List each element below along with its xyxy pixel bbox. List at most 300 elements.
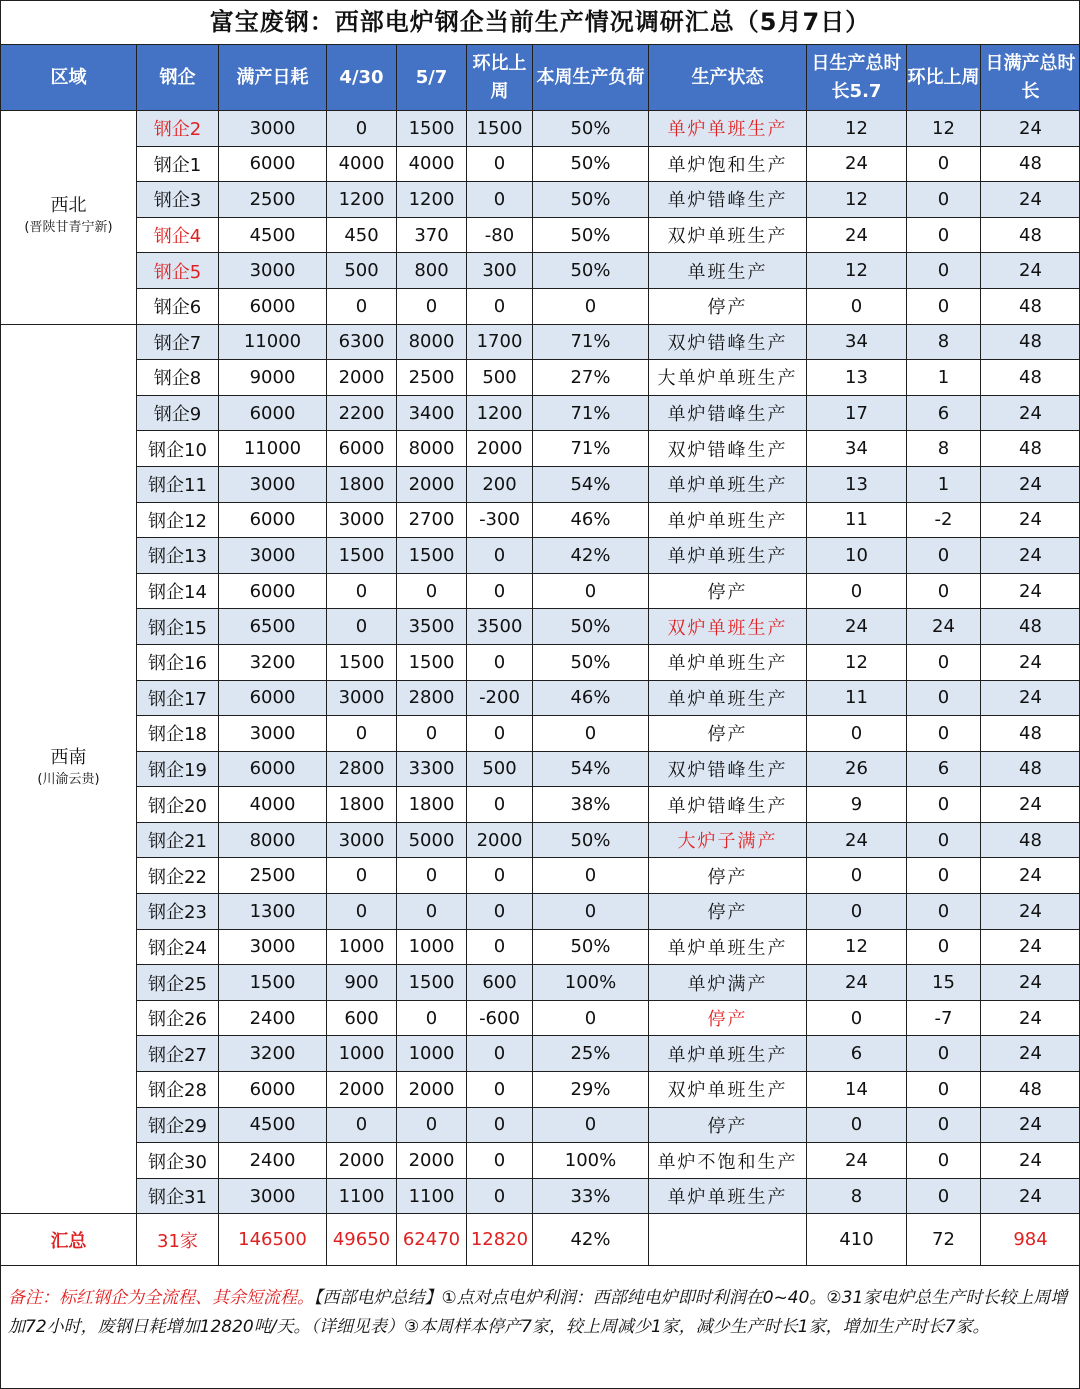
footnote — [0, 1284, 1078, 1342]
apr30-cell: 1000 — [327, 929, 397, 965]
apr30-cell: 450 — [327, 217, 397, 253]
apr30-cell: 2000 — [327, 1143, 397, 1179]
wow-cell: 1700 — [467, 324, 533, 360]
hours-cell: 24 — [807, 217, 907, 253]
table-row — [1, 431, 1080, 467]
load-cell: 100% — [533, 1143, 649, 1179]
status-cell: 单炉错峰生产 — [649, 787, 807, 823]
hours-wow-cell: 8 — [907, 324, 981, 360]
may7-cell: 0 — [397, 716, 467, 752]
header-load: 本周生产负荷 — [533, 45, 649, 111]
table-row — [1, 1000, 1080, 1036]
wow-cell: 0 — [467, 573, 533, 609]
table-row — [1, 929, 1080, 965]
table-row — [1, 573, 1080, 609]
hours-cell: 12 — [807, 929, 907, 965]
hours-wow-cell: 0 — [907, 716, 981, 752]
header-status: 生产状态 — [649, 45, 807, 111]
hours-cell: 0 — [807, 573, 907, 609]
load-cell: 0 — [533, 1107, 649, 1143]
load-cell: 54% — [533, 751, 649, 787]
capacity-cell: 8000 — [219, 822, 327, 858]
full-hours-cell: 48 — [981, 324, 1080, 360]
hours-wow-cell: 0 — [907, 1107, 981, 1143]
company-cell: 钢企6 — [137, 288, 219, 324]
load-cell: 50% — [533, 253, 649, 289]
load-cell: 100% — [533, 965, 649, 1001]
hours-cell: 0 — [807, 716, 907, 752]
status-cell: 双炉单班生产 — [649, 217, 807, 253]
capacity-cell: 9000 — [219, 360, 327, 396]
hours-wow-cell: 0 — [907, 253, 981, 289]
footnote-legend: 备注：标红钢企为全流程、其余短流程。 — [8, 1288, 314, 1308]
hours-wow-cell: 8 — [907, 431, 981, 467]
full-hours-cell: 48 — [981, 146, 1080, 182]
wow-cell: 2000 — [467, 431, 533, 467]
header-apr30: 4/30 — [327, 45, 397, 111]
load-cell: 71% — [533, 431, 649, 467]
table-row — [1, 858, 1080, 894]
may7-cell: 2800 — [397, 680, 467, 716]
hours-cell: 17 — [807, 395, 907, 431]
region-name: 西北 — [50, 195, 87, 217]
may7-cell: 8000 — [397, 431, 467, 467]
status-cell: 双炉错峰生产 — [649, 751, 807, 787]
full-hours-cell: 48 — [981, 1072, 1080, 1108]
capacity-cell: 6500 — [219, 609, 327, 645]
status-cell: 单炉不饱和生产 — [649, 1143, 807, 1179]
table-row — [1, 324, 1080, 360]
company-cell: 钢企31 — [137, 1178, 219, 1214]
capacity-cell: 6000 — [219, 680, 327, 716]
region-cell-northwest — [1, 111, 137, 325]
header-wow: 环比上周 — [467, 45, 533, 111]
status-cell: 单炉饱和生产 — [649, 146, 807, 182]
full-hours-cell: 48 — [981, 822, 1080, 858]
capacity-cell: 6000 — [219, 146, 327, 182]
status-cell: 单炉单班生产 — [649, 466, 807, 502]
may7-cell: 2000 — [397, 1143, 467, 1179]
apr30-cell: 2200 — [327, 395, 397, 431]
may7-cell: 2500 — [397, 360, 467, 396]
may7-cell: 0 — [397, 1107, 467, 1143]
capacity-cell: 3200 — [219, 644, 327, 680]
may7-cell: 1500 — [397, 538, 467, 574]
load-cell: 71% — [533, 395, 649, 431]
may7-cell: 2700 — [397, 502, 467, 538]
wow-cell: 1500 — [467, 111, 533, 147]
table-row — [1, 644, 1080, 680]
wow-cell: 300 — [467, 253, 533, 289]
footnote-summary: 【西部电炉总结】①点对点电炉利润：西部纯电炉即时利润在0~40。②31家电炉总生产时长较上周增加72小时，废钢日耗增加12820吨/天。（详细见表）③本周样本停产7家，较上周减少1家，减少生产时长1家，增加生产时长7家。 — [8, 1288, 1068, 1337]
total-label: 汇总 — [1, 1214, 137, 1266]
status-cell: 停产 — [649, 1107, 807, 1143]
may7-cell: 1000 — [397, 1036, 467, 1072]
table-row — [1, 217, 1080, 253]
region-cell-southwest — [1, 324, 137, 1214]
company-cell: 钢企4 — [137, 217, 219, 253]
hours-wow-cell: 24 — [907, 609, 981, 645]
status-cell: 双炉错峰生产 — [649, 324, 807, 360]
full-hours-cell: 24 — [981, 573, 1080, 609]
apr30-cell: 0 — [327, 609, 397, 645]
status-cell: 单炉单班生产 — [649, 644, 807, 680]
apr30-cell: 1500 — [327, 538, 397, 574]
company-cell: 钢企5 — [137, 253, 219, 289]
hours-cell: 13 — [807, 466, 907, 502]
company-cell: 钢企27 — [137, 1036, 219, 1072]
load-cell: 50% — [533, 217, 649, 253]
capacity-cell: 1500 — [219, 965, 327, 1001]
may7-cell: 3400 — [397, 395, 467, 431]
may7-cell: 0 — [397, 288, 467, 324]
table-row — [1, 787, 1080, 823]
may7-cell: 1000 — [397, 929, 467, 965]
capacity-cell: 3000 — [219, 929, 327, 965]
hours-wow-cell: 0 — [907, 1072, 981, 1108]
wow-cell: 0 — [467, 894, 533, 930]
hours-wow-cell: 1 — [907, 466, 981, 502]
capacity-cell: 4500 — [219, 217, 327, 253]
hours-cell: 0 — [807, 288, 907, 324]
apr30-cell: 1200 — [327, 182, 397, 218]
apr30-cell: 2000 — [327, 360, 397, 396]
apr30-cell: 900 — [327, 965, 397, 1001]
company-cell: 钢企29 — [137, 1107, 219, 1143]
apr30-cell: 0 — [327, 288, 397, 324]
hours-wow-cell: 0 — [907, 1036, 981, 1072]
full-hours-cell: 24 — [981, 787, 1080, 823]
full-hours-cell: 48 — [981, 288, 1080, 324]
company-cell: 钢企3 — [137, 182, 219, 218]
company-cell: 钢企17 — [137, 680, 219, 716]
hours-wow-cell: 15 — [907, 965, 981, 1001]
company-cell: 钢企11 — [137, 466, 219, 502]
total-apr30: 49650 — [327, 1214, 397, 1266]
table-row — [1, 894, 1080, 930]
table-row — [1, 1036, 1080, 1072]
full-hours-cell: 24 — [981, 1036, 1080, 1072]
apr30-cell: 0 — [327, 716, 397, 752]
capacity-cell: 3000 — [219, 253, 327, 289]
company-cell: 钢企30 — [137, 1143, 219, 1179]
company-cell: 钢企20 — [137, 787, 219, 823]
full-hours-cell: 48 — [981, 751, 1080, 787]
load-cell: 46% — [533, 680, 649, 716]
table-row — [1, 111, 1080, 147]
may7-cell: 0 — [397, 1000, 467, 1036]
total-load: 42% — [533, 1214, 649, 1266]
may7-cell: 2000 — [397, 466, 467, 502]
header-region: 区域 — [1, 45, 137, 111]
hours-wow-cell: 0 — [907, 573, 981, 609]
hours-wow-cell: 0 — [907, 538, 981, 574]
hours-wow-cell: 0 — [907, 217, 981, 253]
may7-cell: 3300 — [397, 751, 467, 787]
table-row — [1, 360, 1080, 396]
total-status — [649, 1214, 807, 1266]
hours-cell: 26 — [807, 751, 907, 787]
load-cell: 42% — [533, 538, 649, 574]
header-full-capacity: 满产日耗 — [219, 45, 327, 111]
total-may7: 62470 — [397, 1214, 467, 1266]
status-cell: 大单炉单班生产 — [649, 360, 807, 396]
apr30-cell: 6300 — [327, 324, 397, 360]
table-row — [1, 182, 1080, 218]
capacity-cell: 4000 — [219, 787, 327, 823]
hours-cell: 9 — [807, 787, 907, 823]
capacity-cell: 3000 — [219, 1178, 327, 1214]
hours-wow-cell: 1 — [907, 360, 981, 396]
hours-wow-cell: 0 — [907, 894, 981, 930]
apr30-cell: 0 — [327, 858, 397, 894]
capacity-cell: 2400 — [219, 1143, 327, 1179]
total-wow: 12820 — [467, 1214, 533, 1266]
wow-cell: 0 — [467, 1036, 533, 1072]
may7-cell: 1500 — [397, 965, 467, 1001]
status-cell: 单炉单班生产 — [649, 1178, 807, 1214]
full-hours-cell: 48 — [981, 609, 1080, 645]
wow-cell: -200 — [467, 680, 533, 716]
wow-cell: 0 — [467, 858, 533, 894]
apr30-cell: 600 — [327, 1000, 397, 1036]
company-cell: 钢企24 — [137, 929, 219, 965]
wow-cell: 0 — [467, 644, 533, 680]
total-hours-wow: 72 — [907, 1214, 981, 1266]
hours-cell: 6 — [807, 1036, 907, 1072]
table-row — [1, 502, 1080, 538]
company-cell: 钢企7 — [137, 324, 219, 360]
hours-wow-cell: -2 — [907, 502, 981, 538]
page-title: 富宝废钢：西部电炉钢企当前生产情况调研汇总（5月7日） — [209, 8, 871, 36]
apr30-cell: 3000 — [327, 502, 397, 538]
wow-cell: 3500 — [467, 609, 533, 645]
apr30-cell: 0 — [327, 573, 397, 609]
may7-cell: 1800 — [397, 787, 467, 823]
status-cell: 大炉子满产 — [649, 822, 807, 858]
capacity-cell: 6000 — [219, 288, 327, 324]
hours-wow-cell: 0 — [907, 858, 981, 894]
hours-cell: 24 — [807, 609, 907, 645]
full-hours-cell: 24 — [981, 111, 1080, 147]
table-row — [1, 1143, 1080, 1179]
full-hours-cell: 24 — [981, 1000, 1080, 1036]
status-cell: 单炉单班生产 — [649, 502, 807, 538]
full-hours-cell: 24 — [981, 253, 1080, 289]
may7-cell: 800 — [397, 253, 467, 289]
capacity-cell: 6000 — [219, 751, 327, 787]
load-cell: 50% — [533, 929, 649, 965]
may7-cell: 1100 — [397, 1178, 467, 1214]
load-cell: 0 — [533, 716, 649, 752]
company-cell: 钢企8 — [137, 360, 219, 396]
full-hours-cell: 24 — [981, 894, 1080, 930]
apr30-cell: 1100 — [327, 1178, 397, 1214]
apr30-cell: 3000 — [327, 680, 397, 716]
wow-cell: 0 — [467, 716, 533, 752]
apr30-cell: 1800 — [327, 787, 397, 823]
company-cell: 钢企16 — [137, 644, 219, 680]
full-hours-cell: 24 — [981, 644, 1080, 680]
load-cell: 0 — [533, 288, 649, 324]
full-hours-cell: 24 — [981, 538, 1080, 574]
table-row — [1, 716, 1080, 752]
capacity-cell: 4500 — [219, 1107, 327, 1143]
may7-cell: 0 — [397, 894, 467, 930]
wow-cell: 0 — [467, 538, 533, 574]
hours-wow-cell: 0 — [907, 146, 981, 182]
status-cell: 单炉错峰生产 — [649, 395, 807, 431]
header-full-hours: 日满产总时长 — [981, 45, 1080, 111]
company-cell: 钢企9 — [137, 395, 219, 431]
full-hours-cell: 24 — [981, 965, 1080, 1001]
header-daily-hours: 日生产总时长5.7 — [807, 45, 907, 111]
header-company: 钢企 — [137, 45, 219, 111]
apr30-cell: 0 — [327, 894, 397, 930]
load-cell: 25% — [533, 1036, 649, 1072]
wow-cell: -300 — [467, 502, 533, 538]
status-cell: 单炉单班生产 — [649, 680, 807, 716]
hours-cell: 8 — [807, 1178, 907, 1214]
full-hours-cell: 24 — [981, 1178, 1080, 1214]
wow-cell: 0 — [467, 929, 533, 965]
header-hours-wow: 环比上周 — [907, 45, 981, 111]
full-hours-cell: 24 — [981, 395, 1080, 431]
wow-cell: 0 — [467, 182, 533, 218]
wow-cell: 0 — [467, 288, 533, 324]
hours-wow-cell: 12 — [907, 111, 981, 147]
status-cell: 双炉单班生产 — [649, 1072, 807, 1108]
hours-wow-cell: 0 — [907, 1143, 981, 1179]
capacity-cell: 2400 — [219, 1000, 327, 1036]
total-count: 31家 — [137, 1214, 219, 1266]
hours-cell: 24 — [807, 1143, 907, 1179]
wow-cell: 0 — [467, 1143, 533, 1179]
may7-cell: 3500 — [397, 609, 467, 645]
company-cell: 钢企14 — [137, 573, 219, 609]
company-cell: 钢企19 — [137, 751, 219, 787]
status-cell: 单炉单班生产 — [649, 929, 807, 965]
hours-wow-cell: 0 — [907, 644, 981, 680]
full-hours-cell: 24 — [981, 858, 1080, 894]
hours-cell: 12 — [807, 111, 907, 147]
table-row — [1, 146, 1080, 182]
status-cell: 单炉单班生产 — [649, 111, 807, 147]
table-row — [1, 1178, 1080, 1214]
region-provinces: (晋陕甘青宁新) — [24, 220, 113, 236]
wow-cell: -80 — [467, 217, 533, 253]
load-cell: 46% — [533, 502, 649, 538]
may7-cell: 1200 — [397, 182, 467, 218]
total-full-hours: 984 — [981, 1214, 1080, 1266]
apr30-cell: 2000 — [327, 1072, 397, 1108]
apr30-cell: 4000 — [327, 146, 397, 182]
hours-wow-cell: 0 — [907, 1178, 981, 1214]
load-cell: 0 — [533, 894, 649, 930]
region-name: 西南 — [50, 746, 87, 768]
hours-cell: 0 — [807, 1107, 907, 1143]
may7-cell: 4000 — [397, 146, 467, 182]
status-cell: 停产 — [649, 573, 807, 609]
table-row — [1, 288, 1080, 324]
hours-cell: 12 — [807, 644, 907, 680]
apr30-cell: 1800 — [327, 466, 397, 502]
hours-wow-cell: 0 — [907, 288, 981, 324]
load-cell: 50% — [533, 609, 649, 645]
capacity-cell: 6000 — [219, 1072, 327, 1108]
capacity-cell: 3200 — [219, 1036, 327, 1072]
status-cell: 停产 — [649, 288, 807, 324]
apr30-cell: 0 — [327, 111, 397, 147]
hours-cell: 14 — [807, 1072, 907, 1108]
may7-cell: 2000 — [397, 1072, 467, 1108]
load-cell: 0 — [533, 1000, 649, 1036]
hours-wow-cell: 0 — [907, 929, 981, 965]
may7-cell: 0 — [397, 573, 467, 609]
load-cell: 0 — [533, 573, 649, 609]
may7-cell: 370 — [397, 217, 467, 253]
hours-cell: 24 — [807, 965, 907, 1001]
load-cell: 27% — [533, 360, 649, 396]
capacity-cell: 1300 — [219, 894, 327, 930]
full-hours-cell: 48 — [981, 217, 1080, 253]
hours-cell: 11 — [807, 502, 907, 538]
apr30-cell: 1000 — [327, 1036, 397, 1072]
capacity-cell: 3000 — [219, 466, 327, 502]
load-cell: 50% — [533, 822, 649, 858]
may7-cell: 5000 — [397, 822, 467, 858]
wow-cell: 2000 — [467, 822, 533, 858]
load-cell: 29% — [533, 1072, 649, 1108]
hours-cell: 0 — [807, 1000, 907, 1036]
company-cell: 钢企1 — [137, 146, 219, 182]
full-hours-cell: 24 — [981, 1107, 1080, 1143]
company-cell: 钢企23 — [137, 894, 219, 930]
total-capacity: 146500 — [219, 1214, 327, 1266]
wow-cell: 500 — [467, 751, 533, 787]
company-cell: 钢企13 — [137, 538, 219, 574]
hours-wow-cell: 0 — [907, 680, 981, 716]
load-cell: 54% — [533, 466, 649, 502]
load-cell: 50% — [533, 644, 649, 680]
full-hours-cell: 24 — [981, 502, 1080, 538]
table-row — [1, 1107, 1080, 1143]
capacity-cell: 6000 — [219, 395, 327, 431]
load-cell: 50% — [533, 146, 649, 182]
wow-cell: 0 — [467, 787, 533, 823]
status-cell: 停产 — [649, 716, 807, 752]
may7-cell: 0 — [397, 858, 467, 894]
header-may7: 5/7 — [397, 45, 467, 111]
wow-cell: 200 — [467, 466, 533, 502]
apr30-cell: 3000 — [327, 822, 397, 858]
table-row — [1, 466, 1080, 502]
company-cell: 钢企21 — [137, 822, 219, 858]
hours-cell: 12 — [807, 182, 907, 218]
may7-cell: 1500 — [397, 111, 467, 147]
status-cell: 停产 — [649, 1000, 807, 1036]
company-cell: 钢企25 — [137, 965, 219, 1001]
capacity-cell: 3000 — [219, 538, 327, 574]
hours-cell: 24 — [807, 822, 907, 858]
capacity-cell: 6000 — [219, 573, 327, 609]
status-cell: 双炉单班生产 — [649, 609, 807, 645]
status-cell: 单炉单班生产 — [649, 1036, 807, 1072]
full-hours-cell: 24 — [981, 1143, 1080, 1179]
hours-cell: 34 — [807, 431, 907, 467]
may7-cell: 8000 — [397, 324, 467, 360]
apr30-cell: 1500 — [327, 644, 397, 680]
